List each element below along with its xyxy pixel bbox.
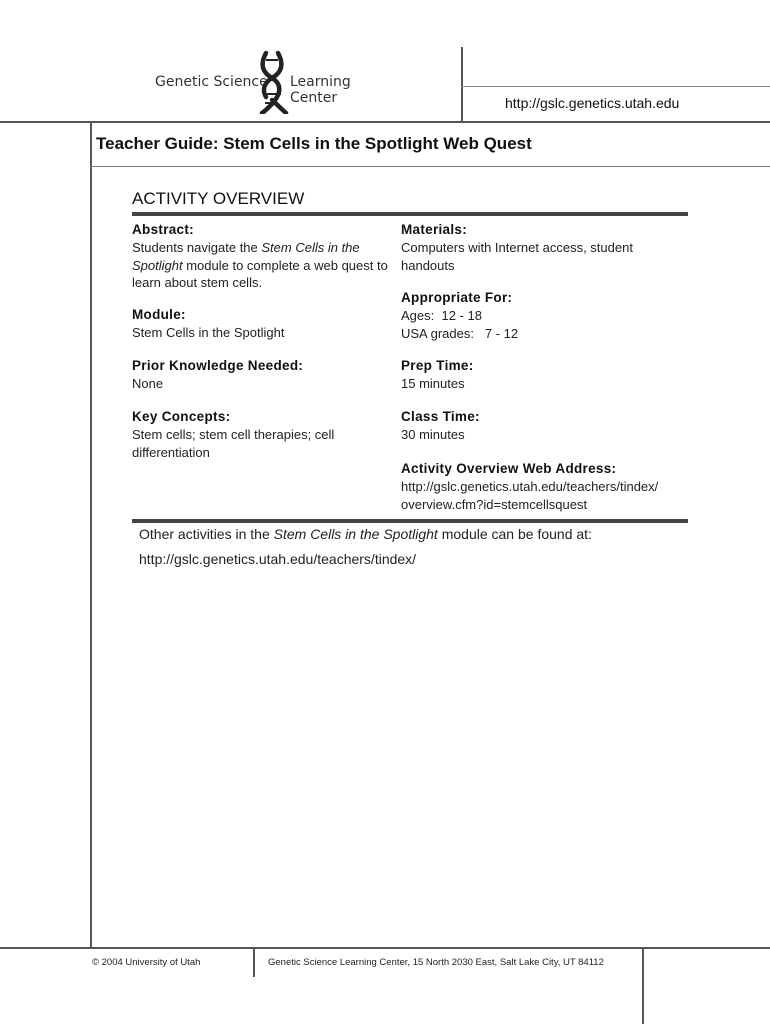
key-concepts-label: Key Concepts: <box>132 409 231 424</box>
other-activities-url[interactable]: http://gslc.genetics.utah.edu/teachers/tindex/ <box>139 551 417 567</box>
other-activities-post: module can be found at: <box>437 526 592 542</box>
web-address-block <box>401 461 691 513</box>
materials-block <box>401 222 661 274</box>
logo-text-right: Learning Center <box>290 74 351 106</box>
appropriate-ages: Ages: 12 - 18 <box>401 308 482 323</box>
abstract-label: Abstract: <box>132 222 194 237</box>
prep-time-label: Prep Time: <box>401 358 474 373</box>
footer-address: Genetic Science Learning Center, 15 North 2030 East, Salt Lake City, UT 84112 <box>268 957 604 968</box>
header-rule <box>0 121 770 123</box>
abstract-block <box>132 222 392 292</box>
logo-text-left: Genetic Science <box>155 74 268 90</box>
class-time-label: Class Time: <box>401 409 480 424</box>
prior-knowledge-block <box>132 358 392 393</box>
web-address-label: Activity Overview Web Address: <box>401 461 617 476</box>
title-rule <box>90 166 770 167</box>
dna-helix-icon <box>252 50 292 114</box>
left-margin-rule <box>90 121 92 949</box>
appropriate-for-label: Appropriate For: <box>401 290 513 305</box>
module-block <box>132 307 392 342</box>
footer-copyright: © 2004 University of Utah <box>92 957 201 968</box>
abstract-text-pre: Students navigate the <box>132 240 262 255</box>
overview-top-bar <box>132 212 688 216</box>
url-top-rule <box>461 86 770 87</box>
other-activities-em: Stem Cells in the Spotlight <box>273 526 438 542</box>
prior-knowledge-value: None <box>132 376 164 391</box>
footer-divider-right <box>642 947 644 1024</box>
materials-label: Materials: <box>401 222 468 237</box>
key-concepts-block <box>132 409 382 461</box>
web-address-line2[interactable]: overview.cfm?id=stemcellsquest <box>401 496 588 512</box>
prior-knowledge-label: Prior Knowledge Needed: <box>132 358 304 373</box>
footer-rule <box>0 947 770 949</box>
class-time-block <box>401 409 661 444</box>
prep-time-value: 15 minutes <box>401 376 465 391</box>
logo <box>150 50 390 114</box>
materials-value: Computers with Internet access, student handouts <box>401 240 633 273</box>
footer-divider-left <box>253 947 255 977</box>
other-activities-text <box>139 523 699 546</box>
class-time-value: 30 minutes <box>401 427 465 442</box>
other-activities-pre: Other activities in the <box>139 526 274 542</box>
appropriate-for-block <box>401 290 661 342</box>
module-label: Module: <box>132 307 186 322</box>
prep-time-block <box>401 358 661 393</box>
activity-overview-heading: ACTIVITY OVERVIEW <box>132 189 305 208</box>
page-title: Teacher Guide: Stem Cells in the Spotlight Web Quest <box>96 134 532 153</box>
site-url[interactable]: http://gslc.genetics.utah.edu <box>505 95 680 111</box>
web-address-line1[interactable]: http://gslc.genetics.utah.edu/teachers/tindex/ <box>401 479 659 494</box>
abstract-text-post: module to complete a web quest to learn about stem cells. <box>132 257 388 290</box>
abstract-text <box>132 239 392 292</box>
key-concepts-value: Stem cells; stem cell therapies; cell differentiation <box>132 427 335 460</box>
header-divider-vertical <box>461 47 463 121</box>
module-value: Stem Cells in the Spotlight <box>132 325 285 340</box>
appropriate-grades: USA grades: 7 - 12 <box>401 325 519 341</box>
abstract-text-em: Stem Cells in the Spotlight <box>132 240 360 273</box>
